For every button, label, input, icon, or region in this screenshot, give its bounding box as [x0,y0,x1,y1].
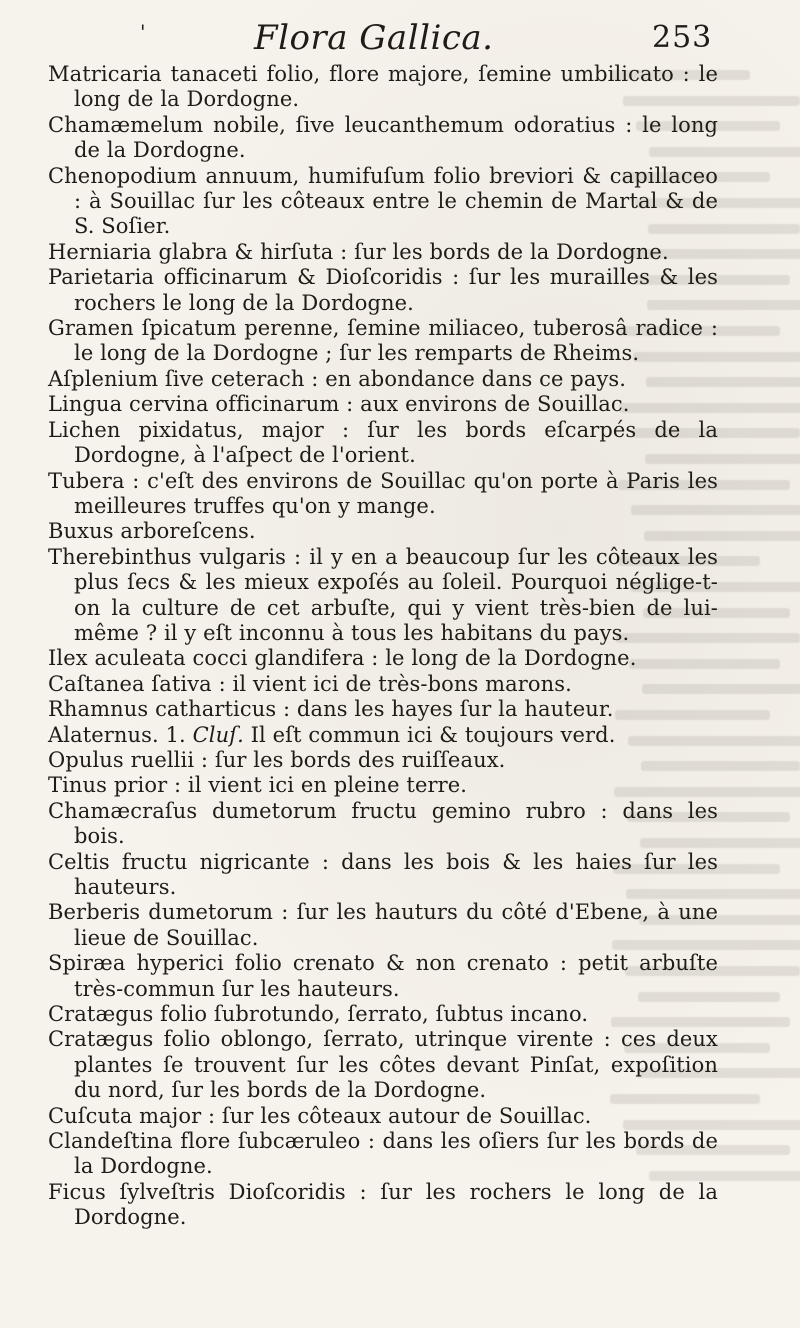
plant-entry: Aſplenium ſive ceterach : en abondance dans ce pays. [48,366,627,391]
plant-entry: Chenopodium annuum, humifuſum folio breviori & capillaceo : à Souillac ſur les côteaux entre le chemin de Martal & de S. Soſier. [48,163,718,239]
plant-entry: Ilex aculeata cocci glandifera : le long de la Dordogne. [48,646,637,671]
plant-entry: Clandeſtina flore ſubcæruleo : dans les oſiers ſur les bords de la Dordogne. [48,1129,718,1179]
plant-entry: Celtis fructu nigricante : dans les bois & les haies ſur les hauteurs. [48,849,718,899]
page-header [0,18,800,58]
entry-text: Il eſt commun ici & toujours verd. [243,722,616,747]
plant-entry: Therebinthus vulgaris : il y en a beaucoup ſur les côteaux les plus ſecs & les mieux expoſés au ſoleil. Pourquoi néglige-t-on la culture de cet arbuſte, qui y vient très-bien de lui-même ? il y eſt inconnu à tous les habitans du pays. [48,544,718,645]
plant-entry: Parietaria officinarum & Dioſcoridis : ſur les murailles & les rochers le long de la Dordogne. [48,265,718,315]
plant-entry: Lichen pixidatus, major : ſur les bords eſcarpés de la Dordogne, à l'aſpect de l'orient. [48,417,718,468]
plant-entry: Matricaria tanaceti folio, flore majore, ſemine umbilicato : le long de la Dordogne. [48,62,718,112]
plant-list [48,62,718,1231]
plant-entry: Chamæmelum nobile, ſive leucanthemum odoratius : le long de la Dordogne. [48,112,718,163]
author-citation: Cluſ. [192,722,244,747]
plant-entry: Rhamnus catharticus : dans les hayes ſur la hauteur. [48,697,614,722]
plant-entry: Cratægus folio ſubrotundo, ſerrato, ſubtus incano. [48,1002,589,1027]
plant-entry: Herniaria glabra & hirſuta : ſur les bords de la Dordogne. [48,239,669,264]
plant-entry: Gramen ſpicatum perenne, ſemine miliaceo, tuberosâ radice : le long de la Dordogne ; ſur les remparts de Rheims. [48,316,718,366]
plant-entry: Cuſcuta major : ſur les côteaux autour de Souillac. [48,1103,592,1128]
entry-text: Alaternus. 1. [48,722,193,747]
header-mark: ' [140,20,146,44]
plant-entry-alaternus [48,723,718,748]
page-number: 253 [652,20,713,55]
plant-entry: Tinus prior : il vient ici en pleine terre. [48,773,468,798]
plant-entry: Caſtanea ſativa : il vient ici de très-bons marons. [48,671,572,696]
plant-entry: Buxus arboreſcens. [48,519,256,544]
running-title: Flora Gallica. [254,18,494,58]
plant-entry: Chamæcraſus dumetorum fructu gemino rubro : dans les bois. [48,798,718,849]
plant-entry: Ficus ſylveſtris Dioſcoridis : ſur les rochers le long de la Dordogne. [48,1179,718,1230]
plant-entry: Opulus ruellii : ſur les bords des ruiſſeaux. [48,747,506,772]
plant-entry: Tubera : c'eſt des environs de Souillac qu'on porte à Paris les meilleures truffes qu'on y mange. [48,468,718,518]
plant-entry: Lingua cervina officinarum : aux environs de Souillac. [48,392,630,417]
plant-entry: Spiræa hyperici folio crenato & non crenato : petit arbuſte très-commun ſur les hauteurs. [48,951,718,1001]
plant-entry: Cratægus folio oblongo, ſerrato, utrinque virente : ces deux plantes ſe trouvent ſur les côtes devant Pinſat, expoſition du nord, ſur les bords de la Dordogne. [48,1027,718,1103]
plant-entry: Berberis dumetorum : ſur les hauturs du côté d'Ebene, à une lieue de Souillac. [48,900,718,950]
